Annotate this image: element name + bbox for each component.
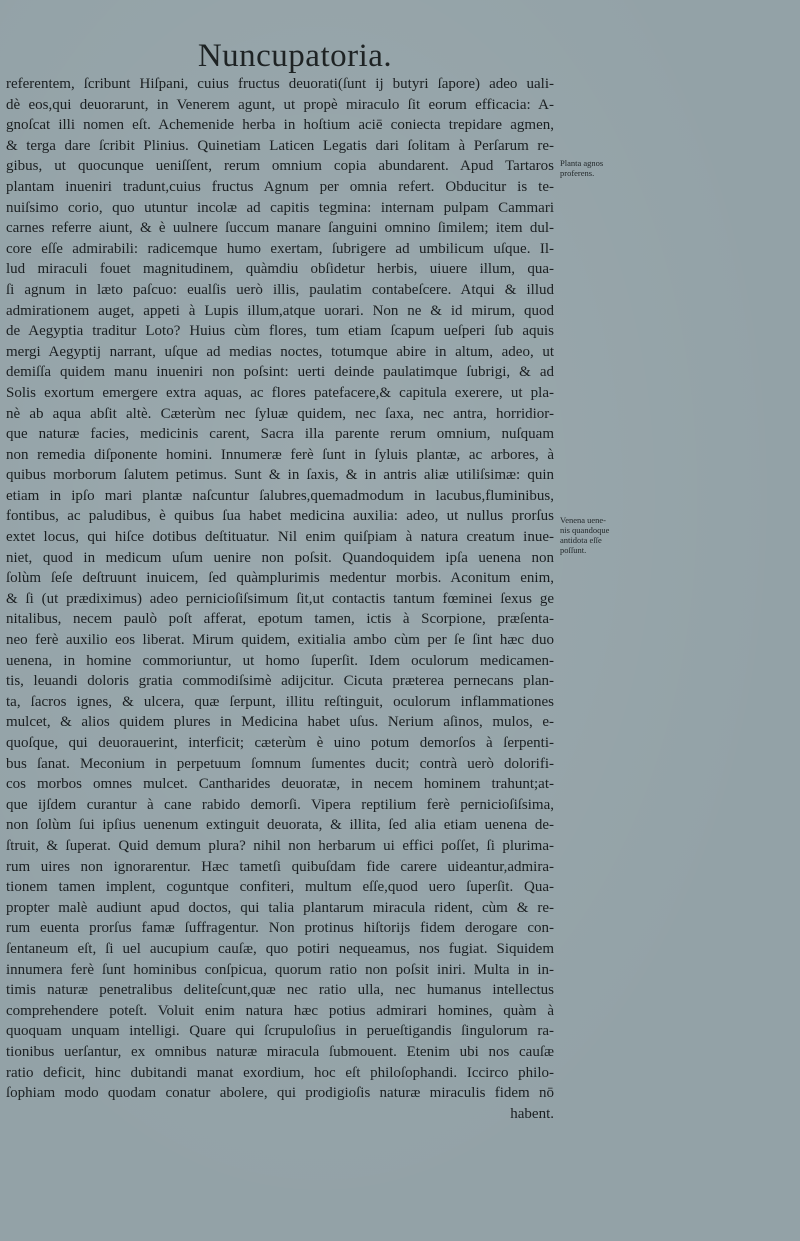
text-line: & terga dare ſcribit Plinius. Quinetiam Laticen Legatis dari ſolitam à Perſarum re- bbox=[6, 137, 554, 154]
text-line: bus ſanat. Meconium in perpetuum ſomnum ſumentes ducit; contrà uerò dolorifi- bbox=[6, 755, 554, 772]
text-line: Solis exortum emergere extra aquas, ac flores patefacere,& capitula exerere, ut pla- bbox=[6, 384, 554, 401]
text-line: rum euenta prorſus famæ ſuffragentur. Non protinus hiſtorijs fidem derogare con- bbox=[6, 920, 554, 937]
text-line: habent. bbox=[510, 1105, 554, 1122]
text-line: ratio deficit, hinc dubitandi manat exordium, hoc eſt philoſophandi. Iccirco philo- bbox=[6, 1064, 554, 1081]
text-line: & ſi (ut prædiximus) adeo pernicioſiſsimum ſit,ut contactis tantum fœminei ſexus ge bbox=[6, 590, 554, 607]
margin-note-line: proferens. bbox=[560, 168, 595, 178]
text-line: etiam in ipſo mari plantæ naſcuntur ſalubres,quemadmodum in lacubus,fluminibus, bbox=[6, 487, 554, 504]
text-line: tis, leuandi doloris gratia commodiſsimè adijcitur. Cicuta præterea pernecans plan- bbox=[6, 673, 554, 690]
text-line: quoquam unquam intelligi. Quare qui ſcrupuloſius in perueſtigandis ſingulorum ra- bbox=[6, 1023, 554, 1040]
margin-note-line: antidota eſſe bbox=[560, 535, 602, 545]
text-line: neo ferè auxilio eos liberat. Mirum quidem, exitialia ambo cùm per ſe ſint hæc duo bbox=[6, 632, 554, 649]
text-line: de Aegyptia traditur Loto? Huius cùm flores, tum etiam ſcapum ueſperi ſub aquis bbox=[6, 323, 554, 340]
text-line: quoſque, qui deuorauerint, interficit; cæterùm è uino potum demorſos à ſerpenti- bbox=[6, 735, 554, 751]
text-line: comprehendere poteſt. Voluit enim natura hæc potius admirari homines, quàm à bbox=[6, 1002, 554, 1019]
text-line: ſtruit, & ſuperat. Quid demum plura? nihil non herbarum ui effici poſſet, ſi plurima- bbox=[6, 837, 554, 854]
text-line: propter malè audiunt apud doctos, qui talia plantarum miracula rident, cùm & re- bbox=[6, 899, 554, 916]
text-line: extet locus, qui hiſce dotibus deſtituatur. Nil enim quiſpiam à natura creatum inue- bbox=[6, 529, 554, 546]
text-line: innumera ferè ſunt hominibus conſpicua, quorum ratio non poſsit iniri. Multa in in- bbox=[6, 961, 554, 978]
text-line: carnes referre aiunt, & è uulnere ſuccum manare ſanguini omnino ſimilem; item dul- bbox=[6, 220, 554, 237]
text-line: ſi agnum in læto paſcuo: eualſis uerò illis, paulatim contabeſcere. Atqui & illud bbox=[6, 281, 554, 298]
text-line: mergi Aegyptij narrant, uſque ad medias noctes, totumque abire in altum, adeo, ut bbox=[6, 343, 554, 360]
text-line: referentem, ſcribunt Hiſpani, cuius fructus deuorati(ſunt ij butyri ſapore) adeo uali- bbox=[6, 76, 554, 92]
text-line: ſolùm ſeſe deſtruunt inuicem, ſed quàmplurimis medentur morbis. Aconitum enim, bbox=[6, 570, 554, 587]
text-line: admirationem auget, appeti à Lupis illum,atque uorari. Non ne & id mirum, quod bbox=[6, 302, 554, 319]
text-line: core eſſe admirabili: radicemque humo exertam, ſubrigere ad umbilicum uſque. Il- bbox=[6, 240, 554, 257]
text-line: tionibus uerſantur, ex omnibus naturæ miracula ſubmouent. Etenim ubi nos cauſæ bbox=[6, 1043, 554, 1060]
text-line: ſentaneum eſt, ſi uel aucupium cauſæ, quo potiri nequeamus, nos fugiat. Siquidem bbox=[6, 940, 554, 957]
text-line: plantam inueniri tradunt,cuius fructus Agnum per omnia refert. Obducitur is te- bbox=[6, 178, 554, 195]
text-line: dè eos,qui deuorarunt, in Venerem agunt, ut propè miraculo ſit eorum efficacia: A- bbox=[6, 96, 554, 113]
margin-note-line: nis quandoque bbox=[560, 525, 610, 535]
text-line: ſophiam modo quodam conatur abolere, qui prodigioſis naturæ miraculis fidem nō bbox=[6, 1085, 554, 1102]
text-line: ta, ſacros ignes, & ulcera, quæ ſerpunt, illitu reſtinguit, oculorum inflammationes bbox=[6, 693, 554, 710]
text-line: tionem tamen implent, coguntque confiteri, multum eſſe,quod uero ſuperſit. Qua- bbox=[6, 879, 554, 896]
text-line: fontibus, ac paludibus, è quibus ſua habet medicina auxilia: adeo, ut nullus prorſus bbox=[6, 508, 554, 525]
text-line: quibus morborum ſalutem petimus. Sunt & in ſaxis, & in antris aliæ utiliſsimæ: quin bbox=[6, 467, 554, 484]
text-line: niet, quod in medicum uſum uenire non poſsit. Quandoquidem ipſa uenena non bbox=[6, 549, 554, 566]
text-line: rum uires non ignorarentur. Hæc tametſi quibuſdam fide carere uideantur,admira- bbox=[6, 858, 554, 875]
running-head: Nuncupatoria. bbox=[197, 38, 393, 74]
body-text bbox=[6, 74, 554, 1124]
text-line: uenena, in homine commoriuntur, ut homo ſuperſit. Idem oculorum medicamen- bbox=[6, 652, 554, 669]
margin-note-venena bbox=[560, 515, 632, 555]
text-line: mulcet, & alios quidem plures in Medicina habet uſus. Nerium aſinos, mulos, e- bbox=[6, 714, 554, 731]
text-line: que naturæ facies, medicinis carent, Sacra illa parente rerum omnium, nuſquam bbox=[6, 426, 554, 443]
text-line: que ijſdem curantur à cane rabido demorſi. Vipera reptilium ferè pernicioſiſsima, bbox=[6, 796, 554, 813]
text-line: lud miraculi fouet magnitudinem, quàmdiu obſidetur herbis, uiuere illum, qua- bbox=[6, 261, 554, 278]
margin-note-line: Venena uene- bbox=[560, 515, 607, 525]
text-line: cos morbos omnes mulcet. Cantharides deuoratæ, in necem hominem trahunt;at- bbox=[6, 776, 554, 793]
text-line: nuiſsimo corio, quo utuntur incolæ ad capitis tegmina: internam pulpam Cammari bbox=[6, 199, 554, 216]
text-line: gnoſcat illi nomen eſt. Achemenide herba in hoſtium aciē coniecta trepidare agmen, bbox=[6, 117, 554, 134]
text-line: non ſolùm ſui ipſius uenenum extinguit deuorata, & illita, ſed alia etiam uenena de- bbox=[6, 817, 554, 834]
text-line: gibus, ut quocunque ueniſſent, rerum omnium copia abundarent. Apud Tartaros bbox=[6, 158, 554, 175]
margin-note-line: Planta agnos bbox=[560, 158, 604, 168]
margin-note-line: poſſunt. bbox=[560, 545, 587, 555]
text-line: demiſſa quidem manu inueniri non poſsint: uerti deinde paulatimque ſubrigi, & ad bbox=[6, 364, 554, 381]
text-line: nitalibus, necem paulò poſt afferat, epotum tamen, ictis à Scorpione, præſenta- bbox=[6, 611, 554, 628]
margin-note-planta bbox=[560, 158, 632, 178]
text-line: non remedia diſponente homini. Innumeræ ferè ſunt in ſyluis plantæ, ac arbores, à bbox=[6, 446, 554, 463]
text-line: timis naturæ penetralibus deliteſcunt,quæ nec ratio ulla, nec humanus intellectus bbox=[6, 982, 554, 999]
text-line: nè ab aqua abſit altè. Cæterùm nec ſyluæ quidem, nec ſaxa, nec antra, horridior- bbox=[6, 405, 554, 422]
